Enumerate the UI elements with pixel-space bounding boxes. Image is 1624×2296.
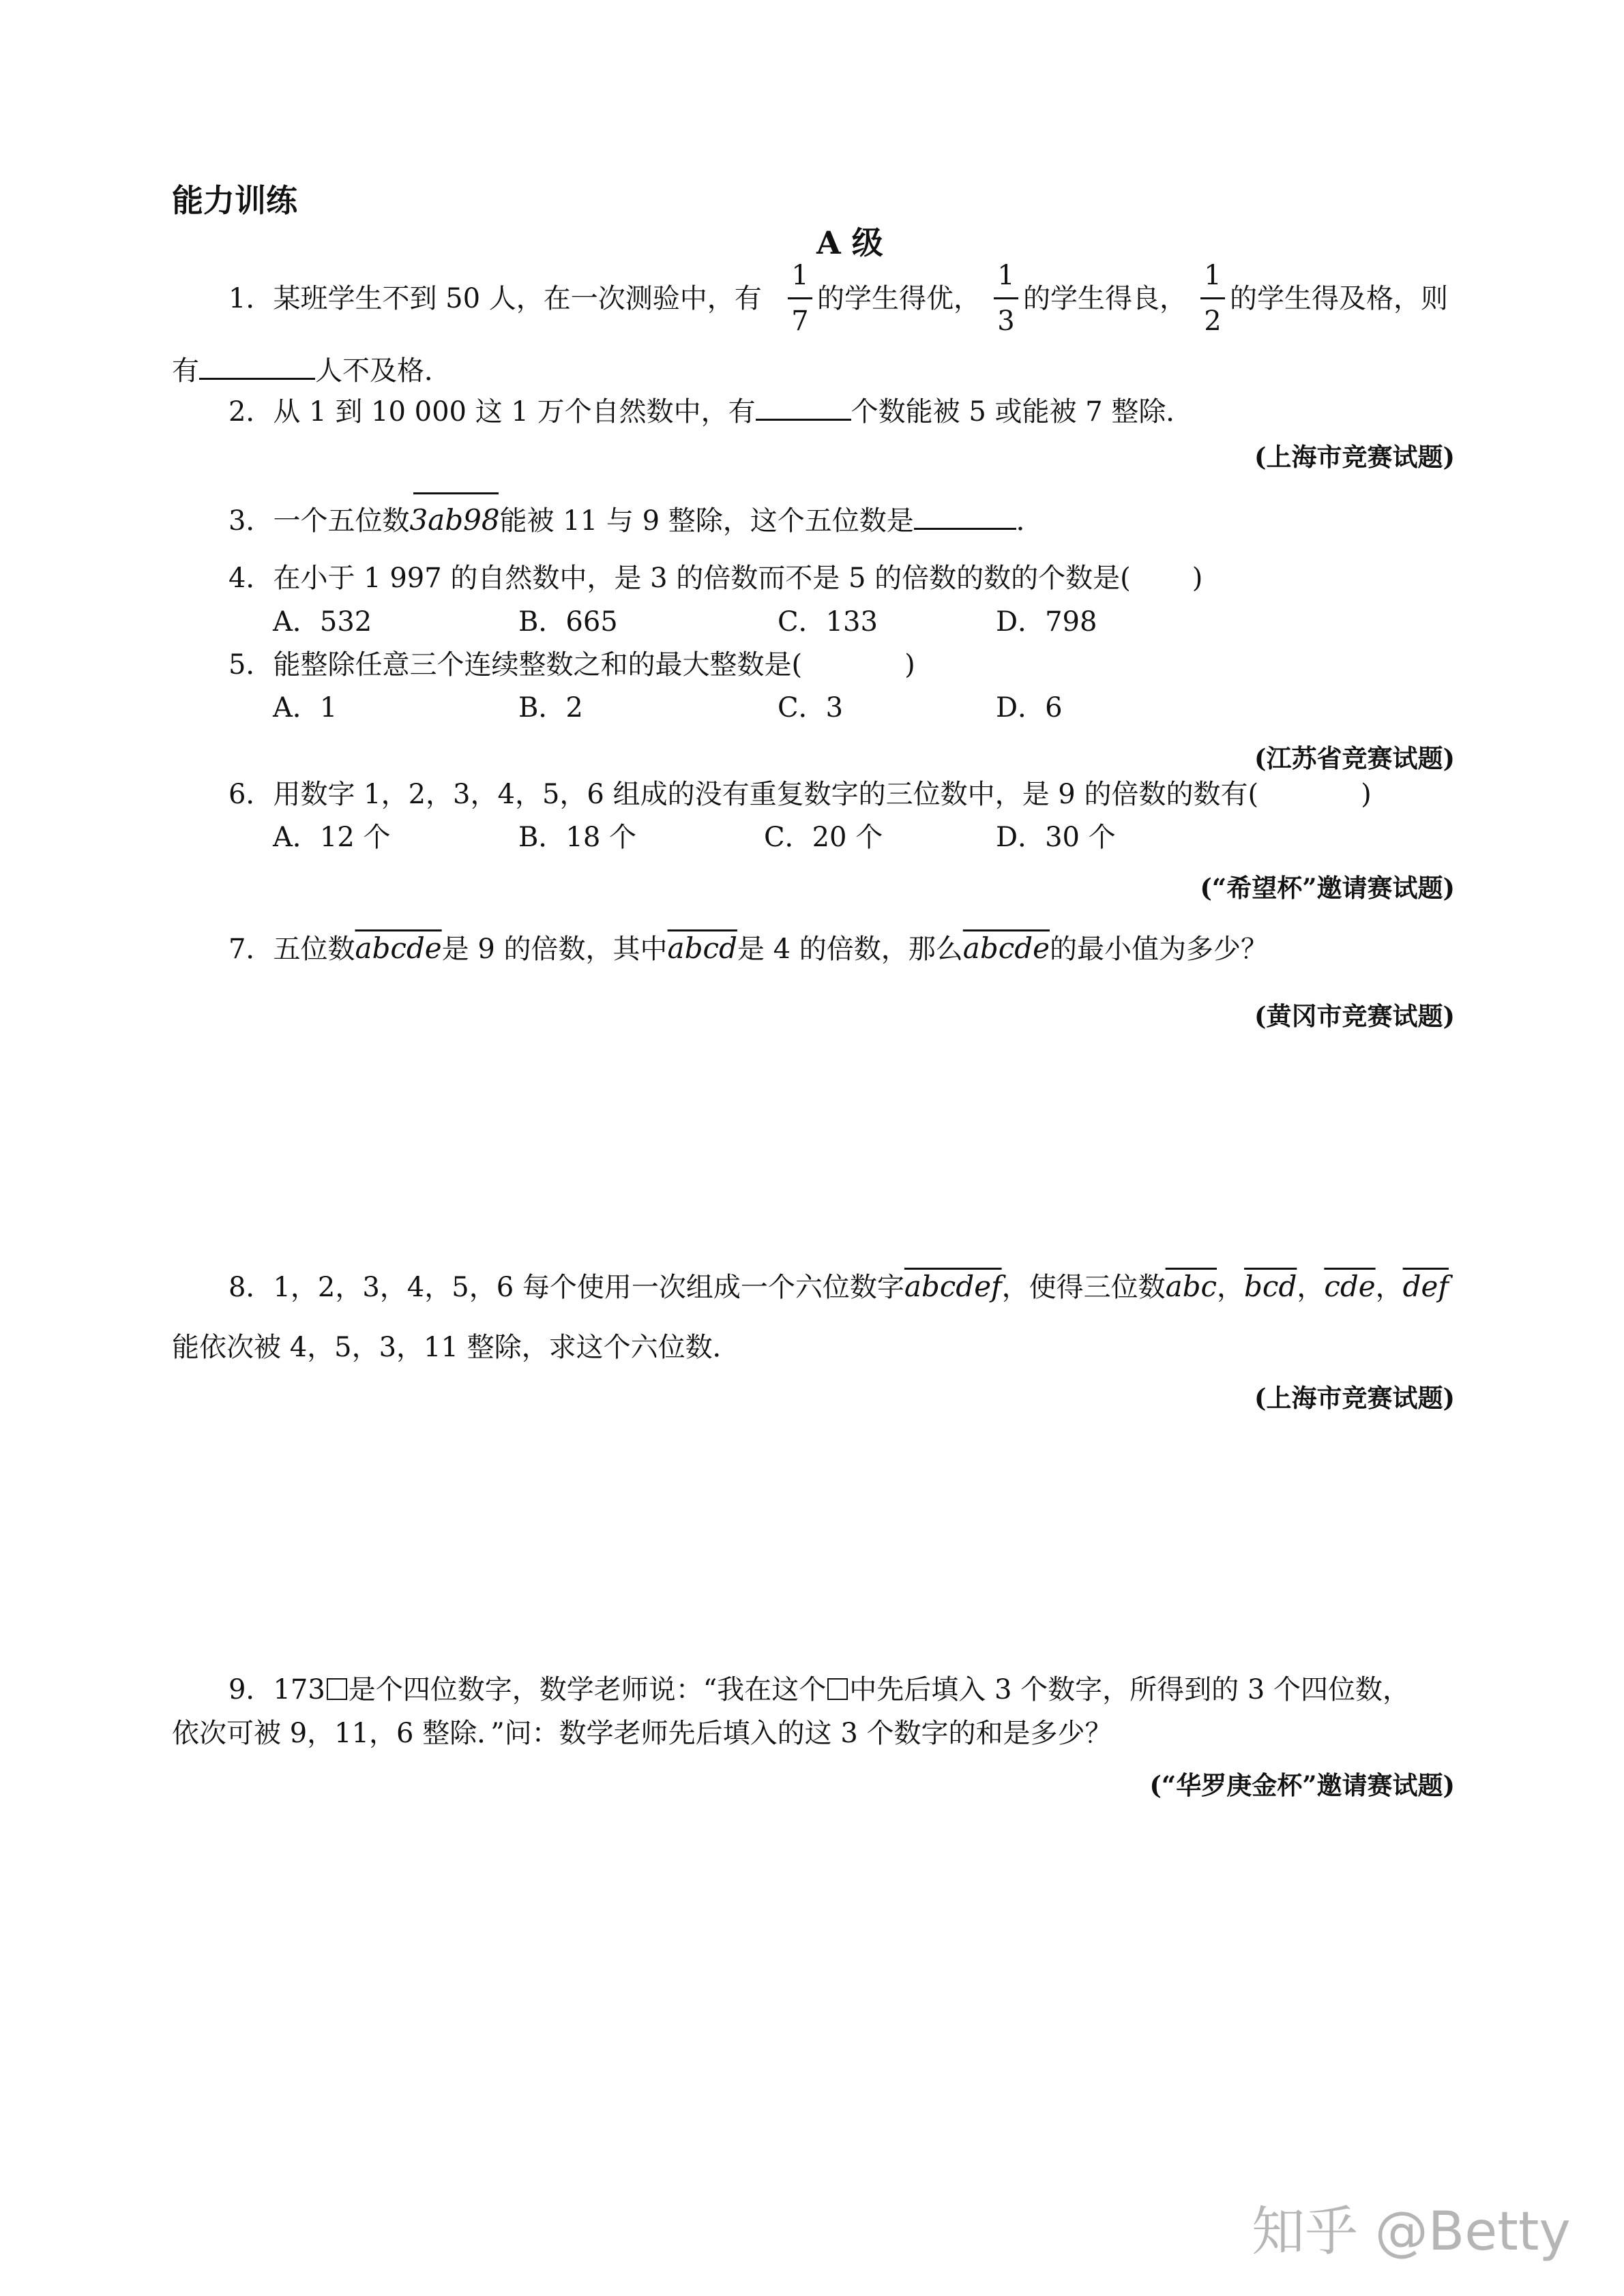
q5-line: [228, 651, 915, 679]
q5-close: ): [904, 649, 915, 681]
q2-line: [228, 394, 1193, 426]
q1-frac2-num: 1: [997, 260, 1015, 291]
q8-number-cde: $\overline{cde}$: [1324, 1270, 1376, 1303]
q6-source: (“希望杯”邀请赛试题): [1200, 873, 1455, 903]
watermark: 知乎 @Betty: [1252, 2201, 1571, 2263]
q5-option-d[interactable]: D．6: [996, 692, 1063, 724]
q9-line2: 依次可被 9，11，6 整除．”问：数学老师先后填入的这 3 个数字的和是多少？: [172, 1718, 1112, 1749]
q8-line2: 能依次被 4，5，3，11 整除，求这个六位数．: [172, 1332, 740, 1363]
q4-option-c[interactable]: C．133: [778, 606, 878, 638]
q7-number-abcde-2: abcde: [962, 931, 1050, 965]
q1-line2-a: 有: [172, 355, 199, 387]
q9-text-b: 是个四位数字，数学老师说：“我在这个: [348, 1674, 827, 1705]
q3-number: 3ab98: [409, 503, 499, 537]
q5-text: 5．能整除任意三个连续整数之和的最大整数是(: [228, 649, 803, 681]
q9-line1: [228, 1676, 1410, 1703]
q6-close: ): [1361, 779, 1372, 810]
q1-answer-blank[interactable]: [199, 353, 315, 380]
q7-line: [228, 931, 1268, 965]
q6-text: 6．用数字 1，2，3，4，5，6 组成的没有重复数字的三位数中，是 9 的倍数的数有(: [228, 779, 1259, 810]
q2-answer-blank[interactable]: [756, 394, 851, 421]
q9-empty-box: [327, 1678, 347, 1700]
q5-source: (江苏省竞赛试题): [1254, 743, 1455, 773]
q8-sep3: ，: [1375, 1272, 1403, 1303]
q3-answer-blank[interactable]: [914, 503, 1016, 530]
q3-text-c: ．: [1016, 505, 1044, 537]
q8-number-def: $\overline{def}$: [1402, 1270, 1449, 1303]
q5-option-b[interactable]: B．2: [518, 692, 583, 724]
q8-sep2: ，: [1297, 1272, 1325, 1303]
q9-text-a: 9．173: [228, 1674, 325, 1705]
q1-frac3-num: 1: [1204, 260, 1222, 291]
q9-empty-box-2: [827, 1678, 848, 1700]
q4-text: 4．在小于 1 997 的自然数中，是 3 的倍数而不是 5 的倍数的数的个数是(: [228, 563, 1131, 594]
q1-text-start: 1．某班学生不到 50 人，在一次测验中，有: [228, 283, 762, 314]
q8-number-abcdef: abcdef: [904, 1270, 1002, 1303]
q1-text-mid2: 的学生得良，: [1023, 283, 1187, 314]
q7-number-abcde: abcde: [355, 931, 442, 965]
section-heading: 能力训练: [172, 182, 297, 219]
q3-text-b: 能被 11 与 9 整除，这个五位数是: [499, 505, 914, 537]
q8-line1: [228, 1272, 1449, 1301]
q4-close: ): [1192, 563, 1203, 594]
q8-source: (上海市竞赛试题): [1254, 1383, 1455, 1413]
q4-option-a[interactable]: A．532: [273, 606, 372, 638]
q2-text-a: 2．从 1 到 10 000 这 1 万个自然数中，有: [228, 396, 756, 428]
q4-option-d[interactable]: D．798: [996, 606, 1097, 638]
q1-fraction-1-3: [992, 262, 1020, 335]
q1-frac1-den: 7: [791, 305, 809, 337]
q7-text-b: 是 9 的倍数，其中: [441, 934, 668, 965]
q4-line: [228, 565, 1202, 592]
q8-text-a: 8．1，2，3，4，5，6 每个使用一次组成一个六位数字: [228, 1272, 904, 1303]
q7-text-c: 是 4 的倍数，那么: [737, 934, 963, 965]
q5-option-a[interactable]: A．1: [273, 692, 338, 724]
q9-text-c: 中先后填入 3 个数字，所得到的 3 个四位数，: [849, 1674, 1411, 1705]
q8-number-bcd: $\overline{bcd}$: [1244, 1270, 1297, 1303]
level-title: A 级: [816, 224, 883, 261]
q6-option-c[interactable]: C．20 个: [764, 822, 883, 853]
q1-text-mid3: 的学生得及格，则: [1230, 283, 1448, 314]
q3-line: [228, 503, 1044, 535]
q6-line: [228, 781, 1372, 808]
q6-option-b[interactable]: B．18 个: [518, 822, 637, 853]
q2-source: (上海市竞赛试题): [1254, 442, 1455, 472]
q6-option-a[interactable]: A．12 个: [273, 822, 391, 853]
q1-fraction-1-2: [1199, 262, 1226, 335]
q6-option-d[interactable]: D．30 个: [996, 822, 1116, 853]
q2-text-b: 个数能被 5 或能被 7 整除．: [851, 396, 1194, 428]
q8-text-b: ，使得三位数: [1001, 1272, 1166, 1303]
q7-text-a: 7．五位数: [228, 934, 355, 965]
q5-option-c[interactable]: C．3: [778, 692, 844, 724]
q3-text-a: 3．一个五位数: [228, 505, 410, 537]
q1-frac3-den: 2: [1204, 305, 1222, 337]
q7-source: (黄冈市竞赛试题): [1254, 1001, 1455, 1031]
q1-frac2-den: 3: [997, 305, 1015, 337]
q8-number-abc: $\overline{abc}$: [1165, 1270, 1217, 1303]
q8-sep1: ，: [1217, 1272, 1245, 1303]
q4-option-b[interactable]: B．665: [518, 606, 618, 638]
q7-text-d: 的最小值为多少？: [1049, 934, 1268, 965]
q1-fraction-1-7: [786, 262, 814, 335]
q9-source: (“华罗庚金杯”邀请赛试题): [1149, 1770, 1455, 1800]
q1-text-mid1: 的学生得优，: [817, 283, 981, 314]
q1-line2: [172, 353, 452, 385]
q7-number-abcd: abcd: [667, 931, 737, 965]
q1-frac1-num: 1: [791, 260, 809, 291]
q1-line2-b: 人不及格．: [315, 355, 452, 387]
